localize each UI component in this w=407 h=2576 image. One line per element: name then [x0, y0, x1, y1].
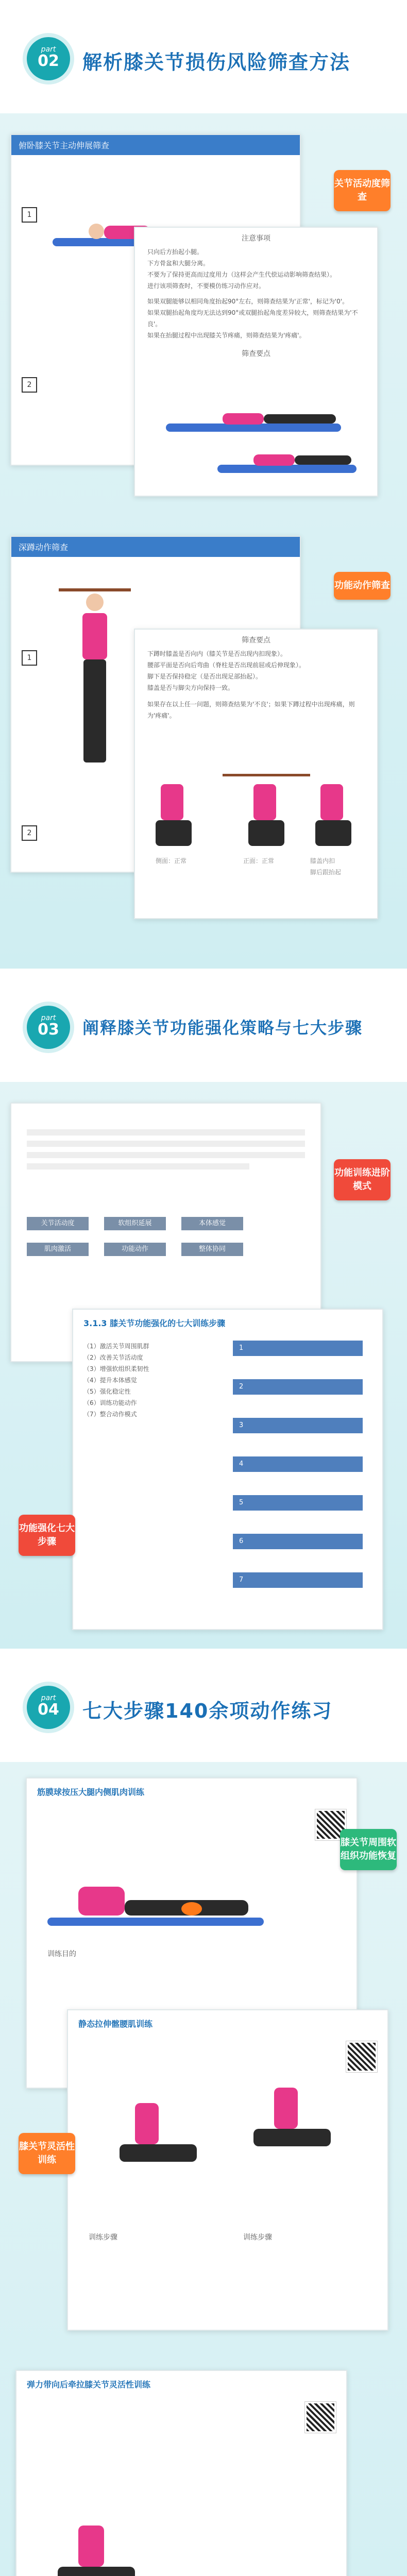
section-title: 阐释膝关节功能强化策略与七大步骤 [82, 1018, 363, 1038]
card-header: 弹力带向后牵拉膝关节灵活性训练 [27, 2380, 151, 2389]
person-torso [253, 784, 276, 820]
section-title: 解析膝关节损伤风险筛查方法 [82, 51, 351, 74]
person-torso [135, 2103, 159, 2144]
person-legs [264, 414, 336, 423]
list-item: （6）训练功能动作 [83, 1399, 137, 1406]
card-header: 静态拉伸髂腰肌训练 [78, 2019, 153, 2029]
card-seven-steps [72, 1309, 383, 1630]
step-list [83, 1341, 223, 1420]
section-header [0, 969, 407, 1082]
flow-box: 关节活动度 [27, 1217, 89, 1230]
card-notes-1 [134, 227, 378, 497]
box-label: 训练步骤 [243, 2233, 272, 2242]
result-item: 如果在抬腿过程中出现膝关节疼痛，则筛查结果为'疼痛'。 [147, 332, 306, 339]
exercise-mat [47, 1918, 264, 1926]
note-item: 下方骨盆和大腿分离。 [147, 260, 210, 267]
notes-title: 注意事项 [242, 234, 270, 243]
box-label: 训练目的 [47, 1950, 76, 1958]
person-torso [78, 2526, 104, 2567]
foam-ball [181, 1902, 202, 1916]
bar [223, 774, 310, 776]
person-legs [83, 659, 106, 762]
list-item: （4）提升本体感觉 [83, 1377, 137, 1384]
person-torso [320, 784, 343, 820]
tag-soft-tissue: 膝关节周围软组织功能恢复 [340, 1829, 397, 1870]
note-item: 进行该项筛查时，不要模仿练习动作应对。 [147, 282, 265, 290]
pic-label: 膝盖内扣 [310, 857, 335, 865]
tag-flexibility: 膝关节灵活性训练 [19, 2133, 75, 2174]
part-number: 04 [38, 1701, 59, 1719]
flow-box: 肌肉激活 [27, 1243, 89, 1256]
part-number: 03 [38, 1021, 59, 1039]
section-part-02 [0, 0, 407, 969]
section-part-03 [0, 969, 407, 1649]
section-header [0, 0, 407, 113]
section-part-04 [0, 1649, 407, 2576]
part-label: part [41, 45, 56, 54]
card-header: 深蹲动作筛查 [11, 537, 300, 557]
paragraph-lines [11, 1104, 320, 1170]
flow-box: 整体协同 [181, 1243, 243, 1256]
result-item: 如果双腿能够以相同角度抬起90°左右，则筛查结果为'正常'，标记为'0'。 [147, 298, 349, 305]
section-header [0, 1649, 407, 1762]
exercise-mat [217, 465, 357, 473]
part-badge [27, 1686, 70, 1729]
note-item: 只向后方抬起小腿。 [147, 248, 204, 256]
box-label: 训练步骤 [89, 2233, 117, 2242]
person-legs [58, 2567, 135, 2576]
inner-header: 3.1.3 膝关节功能强化的七大训练步骤 [83, 1318, 226, 1328]
note-item: 膝盖是否与脚尖方向保持一致。 [147, 684, 234, 691]
person-legs [248, 820, 284, 846]
step-number-2: 2 [22, 825, 37, 841]
flow-box: 功能动作 [104, 1243, 166, 1256]
list-item: （1）激活关节周围肌群 [83, 1343, 149, 1350]
tag-seven-steps: 功能强化七大步骤 [19, 1515, 75, 1556]
step-bar: 7 [233, 1572, 363, 1588]
step-bar: 3 [233, 1418, 363, 1433]
tag-progression: 功能训练进阶模式 [334, 1159, 391, 1200]
person-torso [78, 1887, 125, 1916]
exercise-mat [166, 423, 341, 432]
result-text: 如果存在以上任一问题，则筛查结果为'不良'；如果下蹲过程中出现疼痛，则为'疼痛'。 [147, 701, 355, 719]
card-header: 筋膜球按压大腿内侧肌肉训练 [37, 1787, 145, 1797]
person-legs [315, 820, 351, 846]
step-number-1: 1 [22, 207, 37, 223]
list-item: （2）改善关节活动度 [83, 1354, 143, 1361]
card-notes-2 [134, 629, 378, 919]
section-body [0, 1082, 407, 1649]
pic-label: 侧面：正常 [156, 857, 187, 865]
person-legs [253, 2129, 331, 2146]
part-badge [27, 37, 70, 80]
part-label: part [41, 1694, 56, 1702]
person-legs [120, 2144, 197, 2162]
person-legs [156, 820, 192, 846]
list-item: （7）整合动作模式 [83, 1411, 137, 1418]
person-head [89, 224, 104, 239]
result-item: 如果双腿抬起角度均无法达到90°或双腿抬起角度差异较大，则筛查结果为'不良'。 [147, 309, 358, 328]
section-title: 七大步骤140余项动作练习 [82, 1700, 333, 1722]
person-torso [274, 2088, 298, 2129]
part-label: part [41, 1014, 56, 1022]
step-bar: 2 [233, 1379, 363, 1395]
pic-label: 正面：正常 [243, 857, 275, 865]
person-torso [223, 413, 264, 425]
flow-box: 软组织延展 [104, 1217, 166, 1230]
note-item: 不要为了保持更高而过度用力（这样会产生代偿运动影响筛查结果）。 [147, 271, 336, 278]
person-head [86, 594, 104, 611]
pic-label: 脚后跟抬起 [310, 869, 342, 876]
qr-code[interactable] [346, 2041, 377, 2072]
card-band [15, 2370, 347, 2576]
list-item: （3）增强软组织柔韧性 [83, 1365, 149, 1372]
list-item: （5）强化稳定性 [83, 1388, 131, 1395]
card-iliopsoas [67, 2009, 388, 2331]
part-number: 02 [38, 52, 59, 70]
card-header: 俯卧膝关节主动伸展筛查 [11, 135, 300, 155]
bar [59, 588, 131, 591]
section-body [0, 1762, 407, 2576]
person-legs [295, 455, 351, 465]
step-bar: 5 [233, 1495, 363, 1511]
part-badge [27, 1006, 70, 1049]
note-item: 腰部平面是否向后弯曲（脊柱是否出现前屈或后伸现象）。 [147, 662, 306, 669]
section-body [0, 113, 407, 969]
notes-title: 筛查要点 [242, 636, 270, 645]
person-torso [161, 784, 183, 820]
step-bar: 1 [233, 1341, 363, 1356]
step-bar: 4 [233, 1456, 363, 1472]
person-torso [82, 613, 107, 659]
tag-joint-rom: 关节活动度筛查 [334, 170, 391, 211]
tag-functional: 功能动作筛查 [334, 572, 391, 600]
pic-title: 筛查要点 [242, 350, 270, 358]
flow-box: 本体感觉 [181, 1217, 243, 1230]
step-number-2: 2 [22, 377, 37, 393]
note-item: 下蹲时膝盖是否向内（膝关节是否出现内扣现象）。 [147, 650, 287, 657]
step-bar: 6 [233, 1534, 363, 1549]
note-item: 脚下是否保持稳定（是否出现足部抬起）。 [147, 673, 262, 680]
person-torso [253, 454, 295, 466]
qr-code[interactable] [305, 2402, 336, 2433]
step-number-1: 1 [22, 650, 37, 666]
